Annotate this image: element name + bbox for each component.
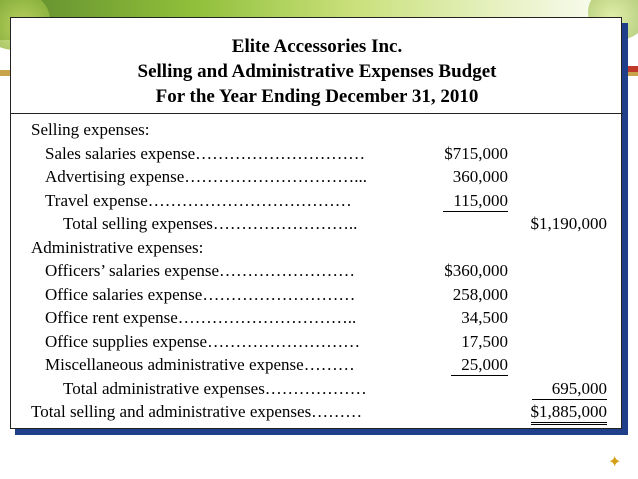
row-label: Total selling and administrative expenses……… (31, 402, 363, 421)
table-row (11, 353, 623, 377)
table-row (11, 330, 623, 354)
amount-col2-underlined: 695,000 (512, 377, 607, 401)
row-label: Total selling expenses…………………….. (63, 214, 358, 233)
row-label: Travel expense……………………………… (45, 190, 352, 210)
amount-col1: $360,000 (444, 261, 508, 280)
row-label: Sales salaries expense………………………… (45, 143, 366, 163)
budget-statement-panel (10, 17, 622, 429)
table-row (11, 306, 623, 330)
amount-col2-double-underlined: $1,885,000 (512, 400, 607, 425)
table-row (11, 259, 623, 283)
amount-col1: 258,000 (452, 284, 508, 304)
row-label: Officers’ salaries expense…………………… (45, 261, 356, 280)
company-name: Elite Accessories Inc. (231, 36, 403, 57)
amount-col1-underlined: 25,000 (418, 353, 508, 377)
statement-rows (11, 118, 623, 424)
statement-header (11, 18, 623, 114)
row-label: Office rent expense………………………….. (45, 308, 357, 327)
star-icon: ✦ (608, 452, 622, 471)
amount-col1: $715,000 (444, 143, 508, 163)
table-row (11, 377, 623, 401)
row-label: Selling expenses: (31, 120, 150, 139)
table-row (11, 236, 623, 260)
table-row (11, 400, 623, 424)
amount-col1: 34,500 (461, 308, 508, 327)
table-row (11, 142, 623, 166)
table-row (11, 118, 623, 142)
row-label: Administrative expenses: (31, 237, 204, 257)
table-row (11, 165, 623, 189)
row-label: Advertising expense…………………………... (45, 167, 368, 186)
statement-period: For the Year Ending December 31, 2010 (155, 86, 479, 107)
amount-col2: $1,190,000 (530, 214, 607, 233)
amount-col1: 17,500 (461, 331, 508, 351)
row-label: Total administrative expenses……………… (63, 378, 367, 398)
row-label: Miscellaneous administrative expense……… (45, 355, 355, 374)
statement-title: Selling and Administrative Expenses Budget (137, 61, 497, 82)
row-label: Office supplies expense……………………… (45, 331, 361, 351)
amount-col1-underlined: 115,000 (418, 189, 508, 213)
row-label: Office salaries expense……………………… (45, 284, 356, 304)
amount-col1: 360,000 (452, 167, 508, 186)
table-row (11, 283, 623, 307)
table-row (11, 189, 623, 213)
table-row (11, 212, 623, 236)
